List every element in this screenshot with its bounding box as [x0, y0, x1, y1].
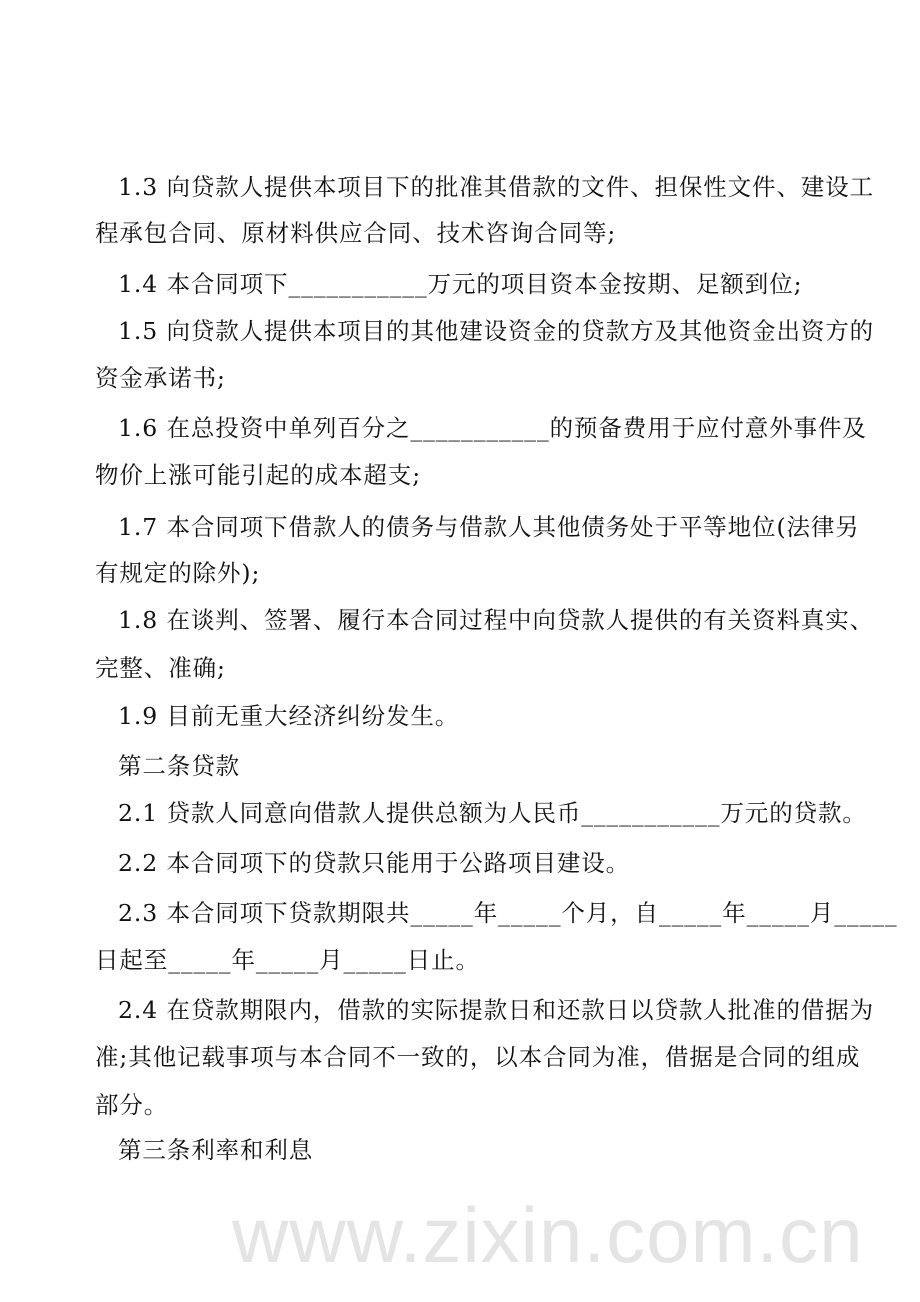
document-line: 1.9 目前无重大经济纠纷发生。	[118, 702, 460, 730]
document-line: 资金承诺书;	[95, 364, 226, 392]
document-line: 2.2 本合同项下的贷款只能用于公路项目建设。	[118, 849, 631, 877]
document-line: 1.4 本合同项下___________万元的项目资本金按期、足额到位;	[118, 270, 803, 298]
document-line: 2.1 贷款人同意向借款人提供总额为人民币___________万元的贷款。	[118, 799, 867, 827]
document-line: 物价上涨可能引起的成本超支;	[95, 461, 422, 489]
document-line: 第三条利率和利息	[118, 1136, 314, 1164]
document-line: 日起至_____年_____月_____日止。	[95, 946, 480, 974]
document-line: 第二条贷款	[118, 752, 240, 780]
document-line: 准;其他记载事项与本合同不一致的，以本合同为准，借据是合同的组成	[95, 1043, 861, 1071]
document-line: 1.5 向贷款人提供本项目的其他建设资金的贷款方及其他资金出资方的	[118, 317, 875, 345]
document-line: 完整、准确;	[95, 654, 226, 682]
document-line: 部分。	[95, 1091, 169, 1119]
document-line: 有规定的除外);	[95, 559, 261, 587]
document-line: 程承包合同、原材料供应合同、技术咨询合同等;	[95, 219, 617, 247]
document-line: 2.4 在贷款期限内，借款的实际提款日和还款日以贷款人批准的借据为	[118, 996, 875, 1024]
watermark: www.zixin.com.cn	[232, 1191, 864, 1279]
document-line: 1.7 本合同项下借款人的债务与借款人其他债务处于平等地位(法律另	[118, 513, 860, 541]
document-line: 1.8 在谈判、签署、履行本合同过程中向贷款人提供的有关资料真实、	[118, 606, 875, 634]
document-line: 2.3 本合同项下贷款期限共_____年_____个月，自_____年_____月_____	[118, 899, 898, 927]
document-line: 1.3 向贷款人提供本项目下的批准其借款的文件、担保性文件、建设工	[118, 173, 875, 201]
document-line: 1.6 在总投资中单列百分之___________的预备费用于应付意外事件及	[118, 414, 867, 442]
